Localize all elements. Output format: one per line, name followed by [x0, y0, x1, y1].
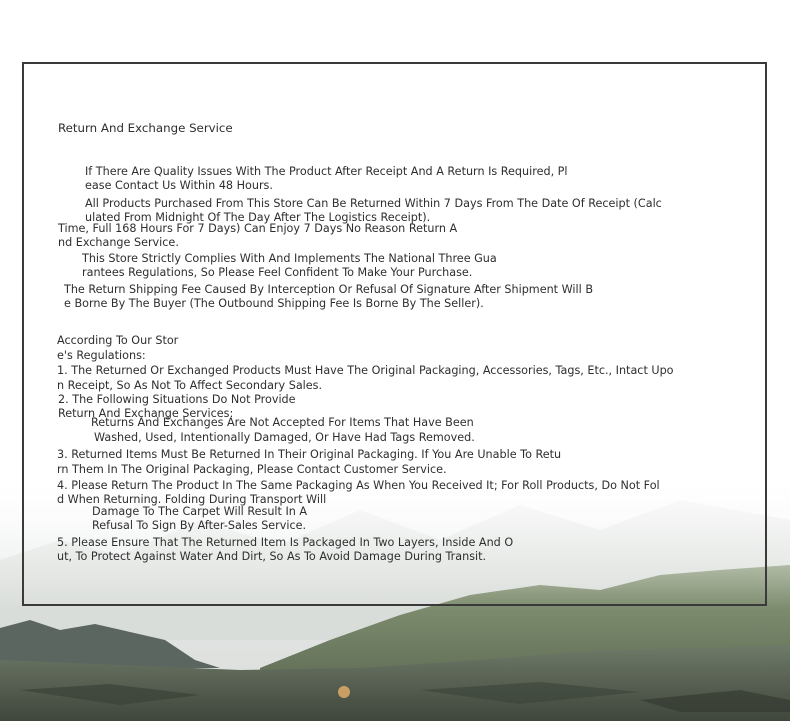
- text-line: The Return Shipping Fee Caused By Interception Or Refusal Of Signature After Shipment Will B: [64, 283, 593, 296]
- text-line: This Store Strictly Complies With And Implements The National Three Gua: [82, 252, 497, 265]
- text-line: d When Returning. Folding During Transport Will: [57, 493, 327, 506]
- text-line: 4. Please Return The Product In The Same Packaging As When You Received It; For Roll Products, Do Not Fol: [57, 479, 660, 492]
- text-line: e Borne By The Buyer (The Outbound Shipping Fee Is Borne By The Seller).: [64, 297, 484, 310]
- text-line: Washed, Used, Intentionally Damaged, Or Have Had Tags Removed.: [94, 431, 475, 444]
- text-line: Refusal To Sign By After-Sales Service.: [92, 519, 307, 532]
- text-line: 3. Returned Items Must Be Returned In Their Original Packaging. If You Are Unable To Retu: [57, 448, 562, 461]
- text-line: Time, Full 168 Hours For 7 Days) Can Enjoy 7 Days No Reason Return A: [58, 222, 458, 235]
- text-line: 5. Please Ensure That The Returned Item Is Packaged In Two Layers, Inside And O: [57, 536, 514, 549]
- text-line: n Receipt, So As Not To Affect Secondary Sales.: [57, 379, 323, 392]
- text-line: Damage To The Carpet Will Result In A: [92, 505, 308, 518]
- text-line: nd Exchange Service.: [58, 236, 179, 249]
- text-line: According To Our Stor: [57, 334, 179, 347]
- text-line: If There Are Quality Issues With The Product After Receipt And A Return Is Required, Pl: [85, 165, 568, 178]
- text-line: ease Contact Us Within 48 Hours.: [85, 179, 273, 192]
- page-title: Return And Exchange Service: [58, 121, 233, 135]
- text-line: e's Regulations:: [57, 349, 146, 362]
- text-line: 2. The Following Situations Do Not Provide: [58, 393, 296, 406]
- text-line: Returns And Exchanges Are Not Accepted For Items That Have Been: [91, 416, 474, 429]
- text-line: rantees Regulations, So Please Feel Confident To Make Your Purchase.: [82, 266, 473, 279]
- text-line: rn Them In The Original Packaging, Please Contact Customer Service.: [57, 463, 447, 476]
- text-line: All Products Purchased From This Store Can Be Returned Within 7 Days From The Date Of Receipt (Calc: [85, 197, 662, 210]
- text-line: Return And Exchange Services:: [58, 407, 234, 420]
- text-line: ulated From Midnight Of The Day After The Logistics Receipt).: [85, 211, 431, 224]
- text-line: 1. The Returned Or Exchanged Products Must Have The Original Packaging, Accessories, Tags, Etc., Intact Upo: [57, 364, 674, 377]
- text-line: ut, To Protect Against Water And Dirt, So As To Avoid Damage During Transit.: [57, 550, 487, 563]
